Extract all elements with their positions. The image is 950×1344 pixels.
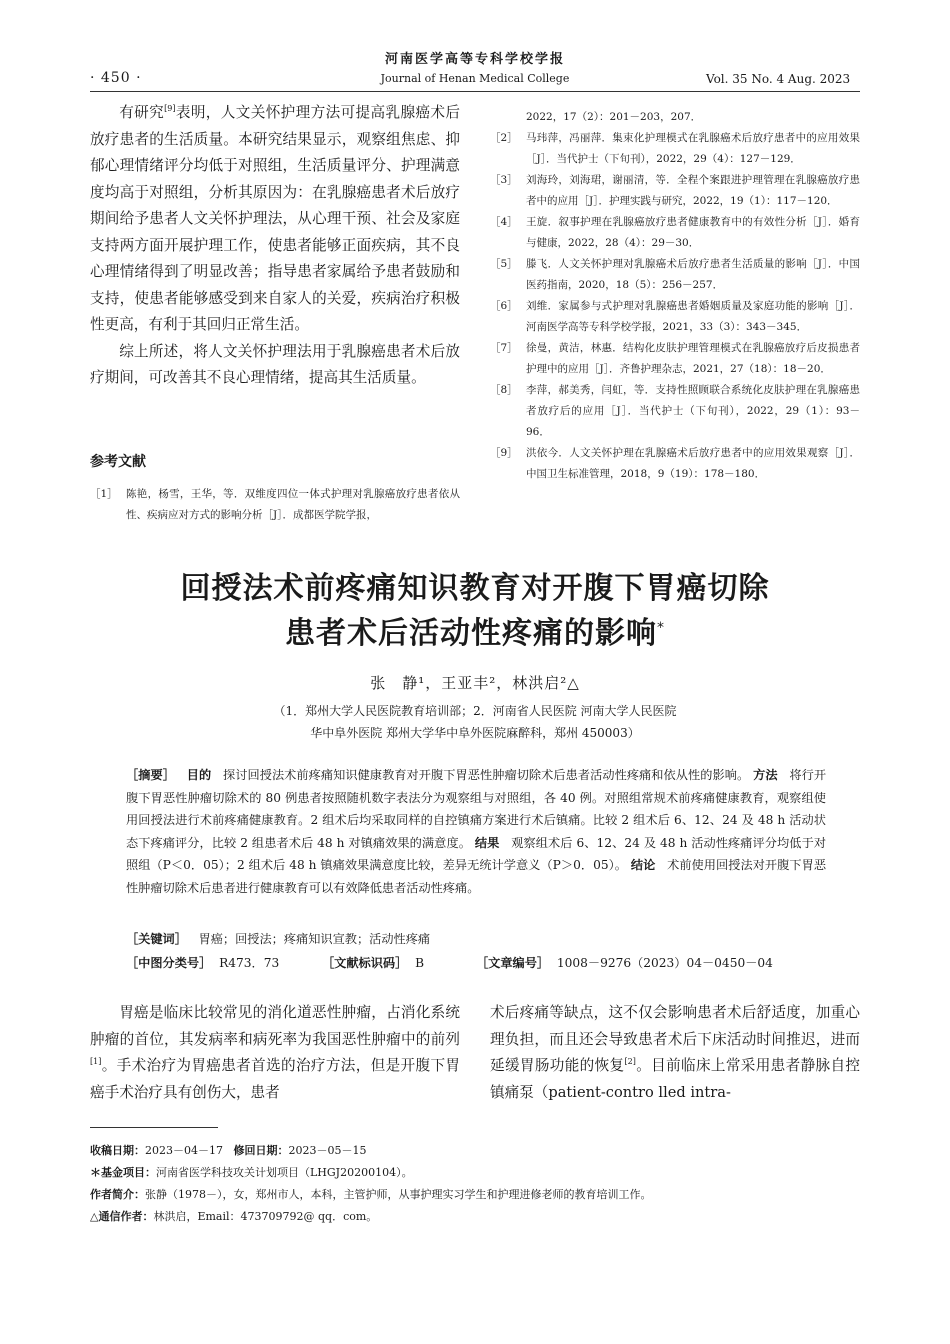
reference-6-number: ［6］ — [490, 300, 518, 312]
citation-1: [1] — [90, 1057, 102, 1067]
reference-4-number: ［4］ — [490, 216, 518, 228]
article-title-line-1: 回授法术前疼痛知识教育对开腹下胃癌切除 — [180, 571, 770, 606]
reference-2 — [490, 128, 860, 170]
article-number: 1008－9276（2023）04－0450－04 — [556, 956, 773, 970]
journal-title-cn: 河南医学高等专科学校学报 — [384, 52, 565, 67]
prev-para-1-a: 有研究 — [119, 104, 165, 121]
abstract — [126, 764, 826, 899]
citation-2: [2] — [624, 1057, 636, 1067]
affiliation-line-2: 华中阜外医院 郑州大学华中阜外医院麻醉科，郑州 450003） — [310, 726, 640, 740]
reference-1-number: ［1］ — [90, 488, 118, 500]
body-right-a: 术后疼痛等缺点，这不仅会影响患者术后舒适度，加重心理负担，而且还会导致患者术后下床活动时间推迟，进而延缓胃肠功能的恢复 — [490, 1004, 860, 1074]
authors: 张 静¹，王亚丰²，林洪启²△ — [370, 674, 580, 692]
prev-para-2: 综上所述，将人文关怀护理法用于乳腺癌患者术后放疗期间，可改善其不良心理情绪，提高其生活质量。 — [90, 342, 460, 386]
clc-label: ［中图分类号］ — [126, 956, 212, 970]
keywords-label: ［关键词］ — [126, 932, 187, 946]
reference-8-text: 李萍，郝美秀，闫虹，等．支持性照顾联合系统化皮肤护理在乳腺癌患者放疗后的应用［J］．当代护士（下旬刊），2022，29（1）：93－96． — [526, 384, 860, 438]
reference-list-right — [490, 128, 860, 485]
affiliation-line-1: （1．郑州大学人民医院教育培训部；2．河南省人民医院 河南大学人民医院 — [273, 704, 677, 718]
reference-3-text: 刘海玲，刘海珺，谢丽清，等．全程个案跟进护理管理在乳腺癌放疗患者中的应用［J］．护理实践与研究，2022，19（1）：117－120． — [526, 174, 860, 207]
reference-4-text: 王旋．叙事护理在乳腺癌放疗患者健康教育中的有效性分析［J］．婚育与健康，2022，28（4）：29－30． — [526, 216, 860, 249]
doc-code: B — [415, 956, 425, 970]
received-label: 收稿日期： — [90, 1144, 145, 1157]
reference-5-number: ［5］ — [490, 258, 518, 270]
reference-7 — [490, 338, 860, 380]
prev-article-text — [90, 100, 460, 392]
abstract-label: ［摘要］ — [126, 768, 175, 782]
reference-2-text: 马玮萍，冯丽萍．集束化护理模式在乳腺癌术后放疗患者中的应用效果［J］．当代护士（下旬刊），2022，29（4）：127－129． — [526, 132, 860, 165]
revised-date: 2023－05－15 — [288, 1144, 367, 1157]
reference-1-continuation: 2022，17（2）：201－203，207． — [526, 111, 702, 123]
reference-7-text: 徐曼，黄洁，林惠．结构化皮肤护理管理模式在乳腺癌放疗后皮损患者护理中的应用［J］．齐鲁护理杂志，2021，27（18）：18－20． — [526, 342, 860, 375]
reference-6-text: 刘维．家属参与式护理对乳腺癌患者婚姻质量及家庭功能的影响［J］．河南医学高等专科学校学报，2021，33（3）：343－345． — [526, 300, 860, 333]
reference-9 — [490, 443, 860, 485]
abstract-method: 将行开腹下胃恶性肿瘤切除术的 80 例患者按照随机数字表法分为观察组与对照组，各 40 例。对照组常规术前疼痛健康教育，观察组使用回授法进行术前疼痛健康教育。2 组术后均采取同样的自控镇痛方案进行术后镇痛。比较 2 组术后 6、12、24 及 48 h 活动状态下疼痛评分，比较 2 组患者术后 48 h 对镇痛效果的满意度。 — [126, 768, 827, 850]
prev-para-1-b: 表明，人文关怀护理方法可提高乳腺癌术后放疗患者的生活质量。本研究结果显示，观察组焦虑、抑郁心理情绪评分均低于对照组，生活质量评分、护理满意度均高于对照组，分析其原因为：在乳腺癌患者术后放疗期间给予患者人文关怀护理法，从心理干预、社会及家庭支持两方面开展护理工作，使患者能够正面疾病，其不良心理情绪得到了明显改善；指导患者家属给予患者鼓励和支持，使患者能够感受到来自家人的关爱，疾病治疗积极性更高，有利于其回归正常生活。 — [90, 104, 460, 333]
abstract-method-label: 方法 — [753, 768, 778, 782]
corresponding-author: 林洪启，Email：473709792@ qq．com。 — [153, 1210, 378, 1223]
classification-row — [126, 954, 826, 971]
reference-5 — [490, 254, 860, 296]
received-date: 2023－04－17 — [145, 1144, 223, 1157]
reference-9-text: 洪依今．人文关怀护理在乳腺癌术后放疗患者中的应用效果观察［J］．中国卫生标准管理，2018，9（19）：178－180． — [526, 447, 860, 480]
body-right-b: 。目前临床上常采用患者静脉自控镇痛泵（patient-contro lled intra- — [490, 1057, 860, 1101]
reference-9-number: ［9］ — [490, 447, 518, 459]
prev-para-1 — [90, 100, 460, 339]
footnote-dates — [90, 1142, 367, 1160]
header-rule — [90, 91, 860, 92]
body-column-right — [490, 1000, 860, 1106]
abstract-conclusion-label: 结论 — [630, 858, 656, 872]
reference-3-number: ［3］ — [490, 174, 518, 186]
abstract-aim-label: 目的 — [186, 768, 212, 782]
author-bio: 张静（1978－），女，郑州市人，本科，主管护师，从事护理实习学生和护理进修老师的教育培训工作。 — [145, 1188, 652, 1201]
footnote-author — [90, 1186, 652, 1204]
reference-3 — [490, 170, 860, 212]
reference-7-number: ［7］ — [490, 342, 518, 354]
abstract-result: 观察组术后 6、12、24 及 48 h 活动性疼痛评分均低于对照组（P＜0．05）；2 组术后 48 h 镇痛效果满意度比较，差异无统计学意义（P＞0．05）。 — [126, 835, 827, 872]
reference-8 — [490, 380, 860, 443]
doc-code-label: ［文献标识码］ — [322, 956, 408, 970]
revised-label: 修回日期： — [233, 1144, 289, 1157]
body-column-left — [90, 1000, 460, 1106]
article-title-line-2-text: 患者术后活动性疼痛的影响 — [285, 616, 657, 651]
reference-4 — [490, 212, 860, 254]
author-bio-label: 作者简介： — [90, 1188, 145, 1201]
footnote-corresponding — [90, 1208, 377, 1226]
keywords: 胃癌；回授法；疼痛知识宣教；活动性疼痛 — [198, 932, 431, 946]
clc-number: R473．73 — [219, 956, 280, 970]
references-heading: 参考文献 — [90, 454, 146, 470]
article-no-label: ［文章编号］ — [476, 956, 550, 970]
keywords-row — [126, 930, 430, 947]
page-number: · 450 · — [90, 70, 142, 86]
corresponding-label: △通信作者： — [90, 1210, 154, 1223]
body-left-a: 胃癌是临床比较常见的消化道恶性肿瘤，占消化系统肿瘤的首位，其发病率和病死率为我国恶性肿瘤中的前列 — [90, 1004, 460, 1048]
reference-1-text: 陈艳，杨雪，王华，等．双维度四位一体式护理对乳腺癌放疗患者依从性、疾病应对方式的影响分析［J］．成都医学院学报， — [126, 488, 460, 521]
abstract-result-label: 结果 — [474, 835, 500, 850]
reference-2-number: ［2］ — [490, 132, 518, 144]
reference-5-text: 滕飞．人文关怀护理对乳腺癌术后放疗患者生活质量的影响［J］．中国医药指南，2020，18（5）：256－257． — [526, 258, 860, 291]
reference-8-number: ［8］ — [490, 384, 518, 396]
abstract-conclusion: 术前使用回授法对开腹下胃恶性肿瘤切除术后患者进行健康教育可以有效降低患者活动性疼痛。 — [126, 858, 827, 895]
reference-1 — [90, 484, 460, 526]
volume-info: Vol. 35 No. 4 Aug. 2023 — [706, 72, 851, 86]
fund-label: ＊基金项目： — [90, 1166, 156, 1179]
body-left-b: 。手术治疗为胃癌患者首选的治疗方法，但是开腹下胃癌手术治疗具有创伤大，患者 — [90, 1057, 460, 1101]
citation-9: [9] — [164, 104, 176, 114]
article-title-line-2 — [0, 608, 950, 652]
reference-6 — [490, 296, 860, 338]
title-fund-mark: * — [657, 620, 665, 636]
journal-title-en: Journal of Henan Medical College — [380, 72, 570, 85]
fund-text: 河南省医学科技攻关计划项目（LHGJ20200104）。 — [156, 1166, 413, 1179]
abstract-aim: 探讨回授法术前疼痛知识健康教育对开腹下胃恶性肿瘤切除术后患者活动性疼痛和依从性的影响。 — [223, 768, 750, 782]
footnote-fund — [90, 1164, 413, 1182]
footnote-rule — [90, 1127, 218, 1128]
